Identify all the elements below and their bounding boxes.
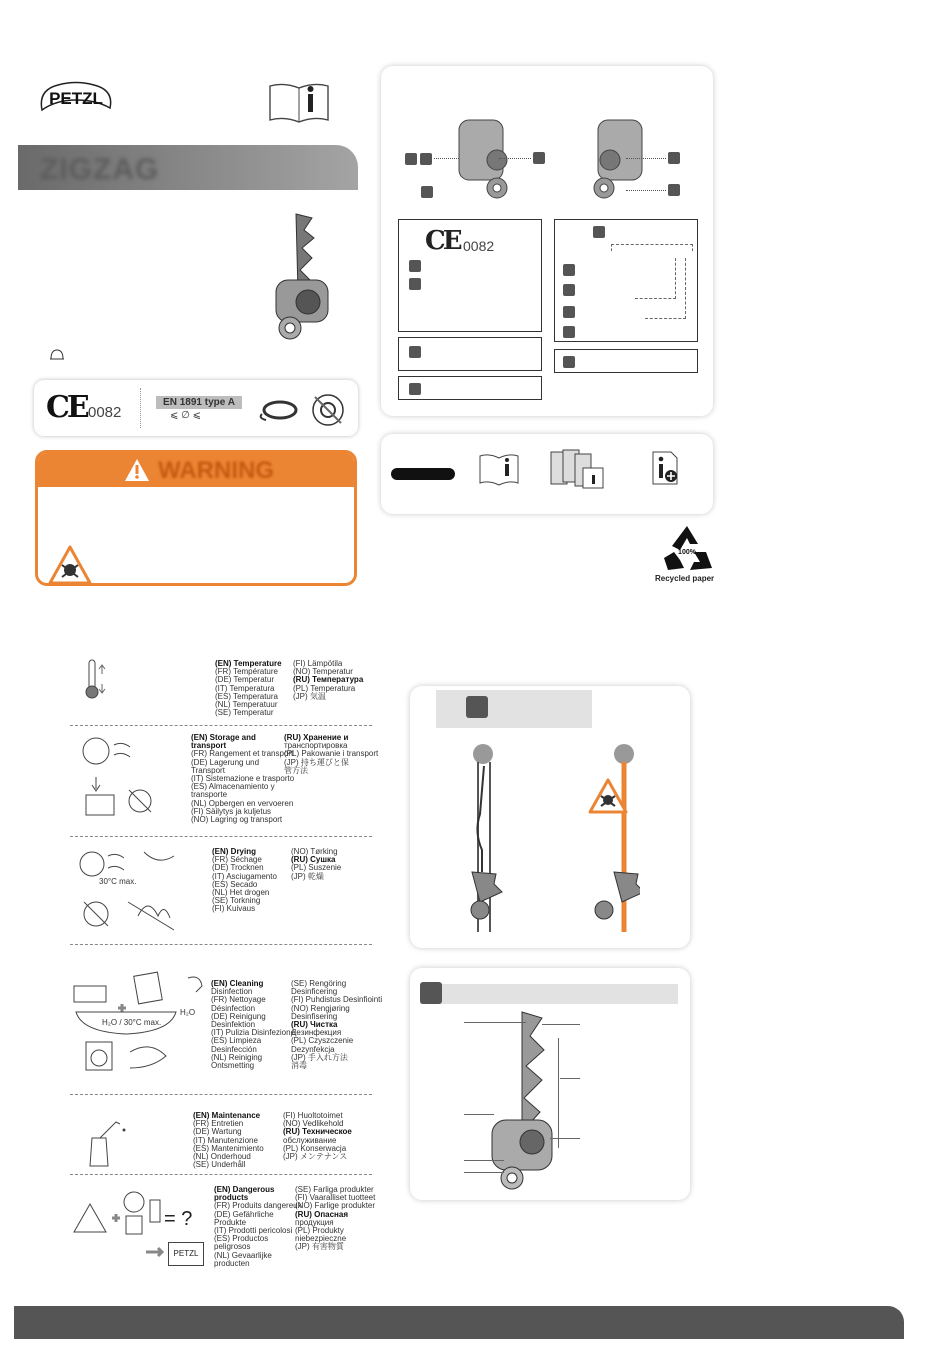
care-text-line: (DE) Reinigung: [211, 1011, 266, 1021]
ce-label-box: [398, 219, 542, 332]
care-text-line: (EN) Storage and: [191, 733, 256, 742]
maintenance-col2: [283, 1112, 352, 1161]
care-text-line: обслуживание: [283, 1135, 337, 1145]
care-text-line: Désinfection: [211, 1003, 256, 1013]
care-text-line: (SE) Farliga produkter: [295, 1185, 374, 1194]
care-text-line: (NO) Vedlikehold: [283, 1119, 344, 1129]
product-title: ZIGZAG: [40, 153, 160, 186]
petzl-return-box: PETZL: [168, 1242, 204, 1266]
label-box-4: [554, 349, 698, 373]
black-pill: [391, 468, 455, 480]
care-text-line: (NO) Tørking: [291, 847, 338, 856]
care-text-line: (RU) Хранение и: [284, 733, 349, 742]
recycle-percent: 100%: [678, 549, 696, 556]
care-text-line: Produkte: [214, 1217, 247, 1227]
care-text-line: (FI) Lämpötila: [293, 659, 343, 668]
care-text-line: (NO) Lagring og transport: [191, 815, 283, 825]
care-text-line: (NO) Farlige produkter: [295, 1201, 376, 1211]
compatibility-panel: [410, 686, 690, 948]
cleaning-col1: [211, 980, 295, 1070]
care-text-line: (JP) 手入れ方法: [291, 1052, 348, 1062]
care-text-line: (FR) Produits dangereux: [214, 1201, 302, 1211]
documents-panel: [381, 434, 713, 514]
care-text-line: (PL) Czyszczenie: [291, 1036, 354, 1046]
care-text-line: Desinficering: [291, 987, 338, 997]
dangerous-col2: [295, 1186, 375, 1252]
temperature-col1: [215, 660, 282, 717]
care-text-line: Desinfektion: [211, 1020, 256, 1030]
storage-illustration: [80, 733, 160, 819]
care-text-line: Disinfection: [211, 987, 253, 997]
ce-mark: CE: [46, 390, 87, 425]
care-text-line: (IT) Temperatura: [215, 683, 275, 693]
care-text-line: (EN) Maintenance: [193, 1111, 261, 1120]
care-text-line: Ontsmetting: [211, 1061, 255, 1071]
multiple-docs-icon: [549, 448, 607, 490]
care-text-line: (SE) Temperatur: [215, 708, 274, 718]
care-text-line: Dezynfekcja: [291, 1044, 335, 1054]
rope-setup-illustration: [460, 742, 640, 932]
care-text-line: (NL) Opbergen en vervoeren: [191, 798, 294, 808]
care-text-line: Дезинфекция: [291, 1028, 342, 1038]
rope-coil-icon: [258, 396, 308, 422]
ce-number-panel: 0082: [463, 238, 495, 254]
care-text-line: 管方法: [284, 765, 308, 775]
danger-skull-icon-2: [588, 778, 628, 814]
warning-header: [38, 453, 354, 487]
care-text-line: (FI) Säilytys ja kuljetus: [191, 806, 272, 816]
care-text-line: (ES) Secado: [212, 879, 258, 889]
brand-name: PETZL: [49, 89, 103, 108]
cleaning-h2o: H₂O: [180, 1008, 196, 1017]
care-text-line: (ES) Mantenimiento: [193, 1143, 264, 1153]
care-text-line: (EN) Cleaning: [211, 979, 264, 988]
section-number-marker-2: [420, 982, 442, 1004]
care-text-line: (FR) Nettoyage: [211, 995, 266, 1005]
care-text-line: транспортировка: [284, 741, 348, 751]
care-text-line: (IT) Prodotti pericolosi: [214, 1226, 293, 1236]
care-text-line: Desinfisering: [291, 1011, 338, 1021]
device-front-illustration: [451, 116, 521, 204]
care-text-line: niebezpieczne: [295, 1234, 347, 1244]
care-text-line: peligrosos: [214, 1242, 251, 1252]
care-text-line: (RU) Техническое: [283, 1127, 352, 1137]
maintenance-col1: [193, 1112, 264, 1169]
warning-triangle-icon: [124, 458, 150, 482]
care-text-line: (JP) メンテナンス: [283, 1152, 348, 1162]
care-text-line: (NO) Rengjøring: [291, 1003, 350, 1013]
cleaning-col2: [291, 980, 382, 1070]
care-text-line: (FI) Huoltotoimet: [283, 1111, 343, 1120]
zigzag-device-illustration: [268, 210, 340, 342]
care-text-line: Transport: [191, 765, 225, 775]
care-text-line: (NL) Gevaarlijke: [214, 1250, 272, 1260]
id-markings-panel: [381, 66, 713, 416]
serial-number-box: [554, 219, 698, 342]
drying-col1: [212, 848, 277, 914]
care-text-line: (DE) Wartung: [193, 1127, 242, 1137]
diameter-range: ⩽ ∅ ⩽: [170, 410, 202, 421]
anchor-no-icon: [310, 392, 346, 428]
care-text-line: продукция: [295, 1217, 334, 1227]
care-text-line: (NL) Temperatuur: [215, 700, 278, 710]
footer-bar: [14, 1306, 904, 1339]
info-book-icon: [479, 452, 519, 486]
recycled-paper-label: Recycled paper: [655, 574, 715, 583]
care-text-line: (FI) Kuivaus: [212, 904, 256, 914]
care-text-line: (DE) Gefährliche: [214, 1209, 274, 1219]
care-text-line: transport: [191, 741, 227, 751]
petzl-logo: [36, 80, 116, 118]
care-text-line: (PL) Produkty: [295, 1226, 344, 1236]
care-text-line: (DE) Trocknen: [212, 863, 264, 873]
care-text-line: (FR) Température: [215, 667, 278, 677]
thermometer-icon: [84, 658, 110, 700]
care-text-line: (FR) Rangement et transport: [191, 749, 294, 759]
care-text-line: (JP) 有害物質: [295, 1242, 344, 1252]
care-text-line: (IT) Pulizia Disinfezione: [211, 1028, 296, 1038]
care-text-line: (ES) Limpieza: [211, 1036, 262, 1046]
care-text-line: (NL) Onderhoud: [193, 1152, 251, 1162]
storage-col2: [284, 734, 378, 775]
dangerous-question: = ?: [164, 1208, 193, 1230]
care-text-line: (IT) Manutenzione: [193, 1135, 258, 1145]
info-plus-icon: [649, 450, 681, 486]
care-text-line: (FR) Séchage: [212, 855, 262, 865]
care-text-line: (RU) Чистка: [291, 1020, 338, 1030]
care-text-line: (JP) 持ち運びと保: [284, 757, 349, 767]
care-text-line: (SE) Rengöring: [291, 979, 347, 988]
care-text-line: (IT) Asciugamento: [212, 871, 277, 881]
care-text-line: (RU) Опасная: [295, 1209, 349, 1219]
care-text-line: (IT) Sistemazione e trasporto: [191, 774, 295, 784]
care-text-line: producten: [214, 1258, 250, 1268]
oil-can-icon: [86, 1116, 130, 1170]
care-text-line: products: [214, 1193, 249, 1203]
care-text-line: (PL) Konserwacja: [283, 1143, 347, 1153]
care-text-line: (JP) 乾燥: [291, 871, 324, 881]
care-text-line: (FR) Entretien: [193, 1119, 244, 1129]
care-text-line: (NL) Reiniging: [211, 1052, 263, 1062]
care-text-line: transporte: [191, 790, 228, 800]
drying-temp-note: 30°C max.: [99, 877, 137, 886]
care-text-line: (NL) Het drogen: [212, 888, 270, 898]
care-text-line: (EN) Temperature: [215, 659, 282, 668]
notified-body-number: 0082: [88, 404, 122, 421]
ce-mark-panel: CE: [425, 226, 460, 256]
danger-skull-icon: [48, 545, 92, 585]
product-title-bar: [18, 145, 358, 190]
care-text-line: (PL) Suszenie: [291, 863, 342, 873]
care-text-line: (SE) Underhåll: [193, 1160, 246, 1170]
care-text-line: (ES) Almacenamiento y: [191, 782, 275, 792]
info-book-icon: [268, 80, 330, 124]
care-text-line: (FI) Puhdistus Desinfiointi: [291, 995, 383, 1005]
care-text-line: (ES) Temperatura: [215, 691, 278, 701]
care-text-line: (SE) Torkning: [212, 896, 261, 906]
care-text-line: Desinfección: [211, 1044, 257, 1054]
cleaning-water-note: H₂O / 30°C max.: [102, 1018, 162, 1027]
care-text-line: (EN) Dangerous: [214, 1185, 275, 1194]
label-box-2: [398, 337, 542, 371]
care-text-line: (FI) Vaaralliset tuotteet: [295, 1193, 376, 1203]
care-text-line: (RU) Температура: [293, 675, 364, 685]
care-text-line: (EN) Drying: [212, 847, 256, 856]
drying-illustration: [78, 846, 188, 934]
en-standard-badge: EN 1891 type A: [156, 396, 242, 409]
warning-box: [35, 450, 357, 586]
nomenclature-panel: [410, 968, 690, 1200]
care-text-line: (DE) Lagerung und: [191, 757, 260, 767]
drying-col2: [291, 848, 341, 881]
care-text-line: (NO) Temperatur: [293, 667, 353, 677]
care-text-line: (PL) Pakowanie i transport: [284, 749, 379, 759]
care-text-line: (PL) Temperatura: [293, 683, 356, 693]
storage-col1: [191, 734, 294, 824]
care-text-line: (JP) 気温: [293, 691, 326, 701]
care-text-line: (DE) Temperatur: [215, 675, 274, 685]
section-header: [436, 690, 592, 728]
care-text-line: 消毒: [291, 1061, 307, 1071]
section-number-marker: [466, 696, 488, 718]
warning-title: WARNING: [158, 457, 274, 484]
dangerous-col1: [214, 1186, 302, 1268]
recycle-icon: [660, 524, 714, 572]
care-text-line: (RU) Сушка: [291, 855, 336, 865]
helmet-icon: [50, 348, 64, 360]
care-text-line: (ES) Productos: [214, 1234, 269, 1244]
label-box-3: [398, 376, 542, 400]
section-header-2: [420, 984, 678, 1004]
temperature-col2: [293, 660, 363, 701]
